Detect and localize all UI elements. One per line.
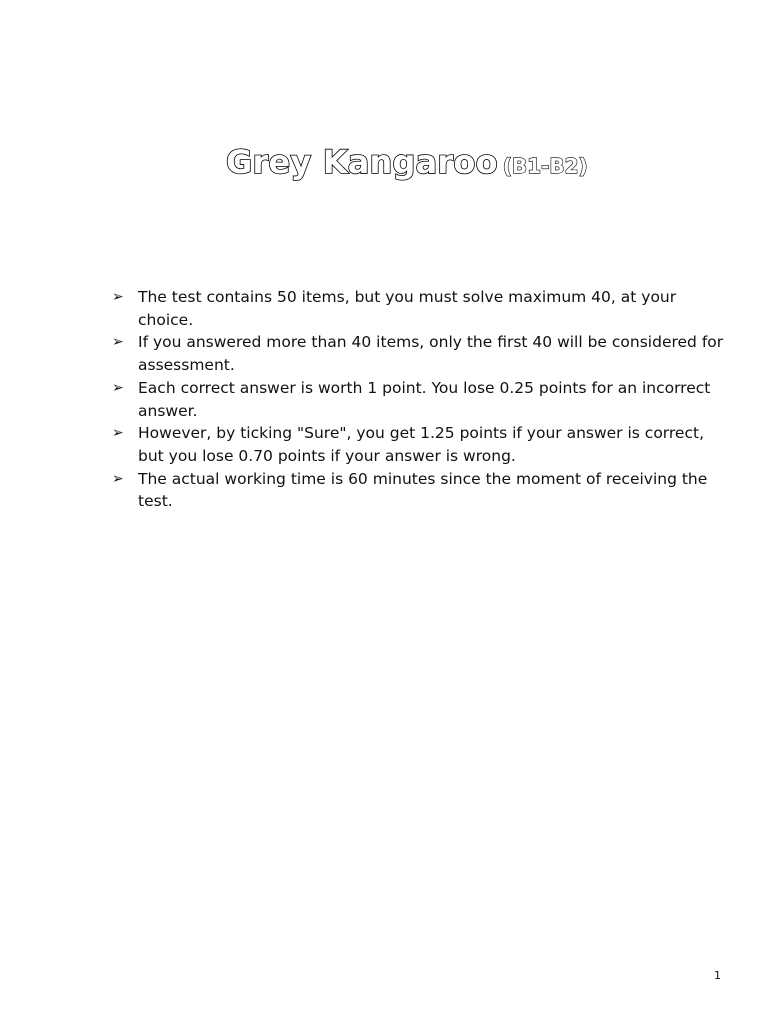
page-number: 1	[714, 969, 721, 982]
title-level: (B1-B2)	[502, 154, 588, 178]
rule-text: Each correct answer is worth 1 point. You lose 0.25 points for an incorrect answer.	[138, 378, 711, 420]
rule-text: If you answered more than 40 items, only the first 40 will be considered for assessment.	[138, 333, 724, 375]
rule-item	[112, 286, 730, 331]
arrowhead-bullet-icon: ➢	[112, 334, 124, 351]
document-title	[226, 143, 588, 181]
rule-text: However, by ticking "Sure", you get 1.25 points if your answer is correct, but you lose 0.70 points if your answer is wrong.	[138, 424, 704, 465]
test-rules-list	[112, 286, 730, 513]
arrowhead-bullet-icon: ➢	[112, 289, 124, 305]
arrowhead-bullet-icon: ➢	[112, 379, 124, 396]
arrowhead-bullet-icon: ➢	[112, 470, 124, 487]
title-text: Grey Kangaroo	[226, 143, 498, 181]
rule-item	[112, 377, 730, 422]
rule-item	[112, 422, 730, 467]
rule-text: The test contains 50 items, but you must solve maximum 40, at your choice.	[138, 288, 677, 329]
arrowhead-bullet-icon: ➢	[112, 425, 124, 442]
rule-item	[112, 331, 730, 376]
rule-text: The actual working time is 60 minutes since the moment of receiving the test.	[138, 469, 708, 511]
rule-item	[112, 468, 730, 513]
